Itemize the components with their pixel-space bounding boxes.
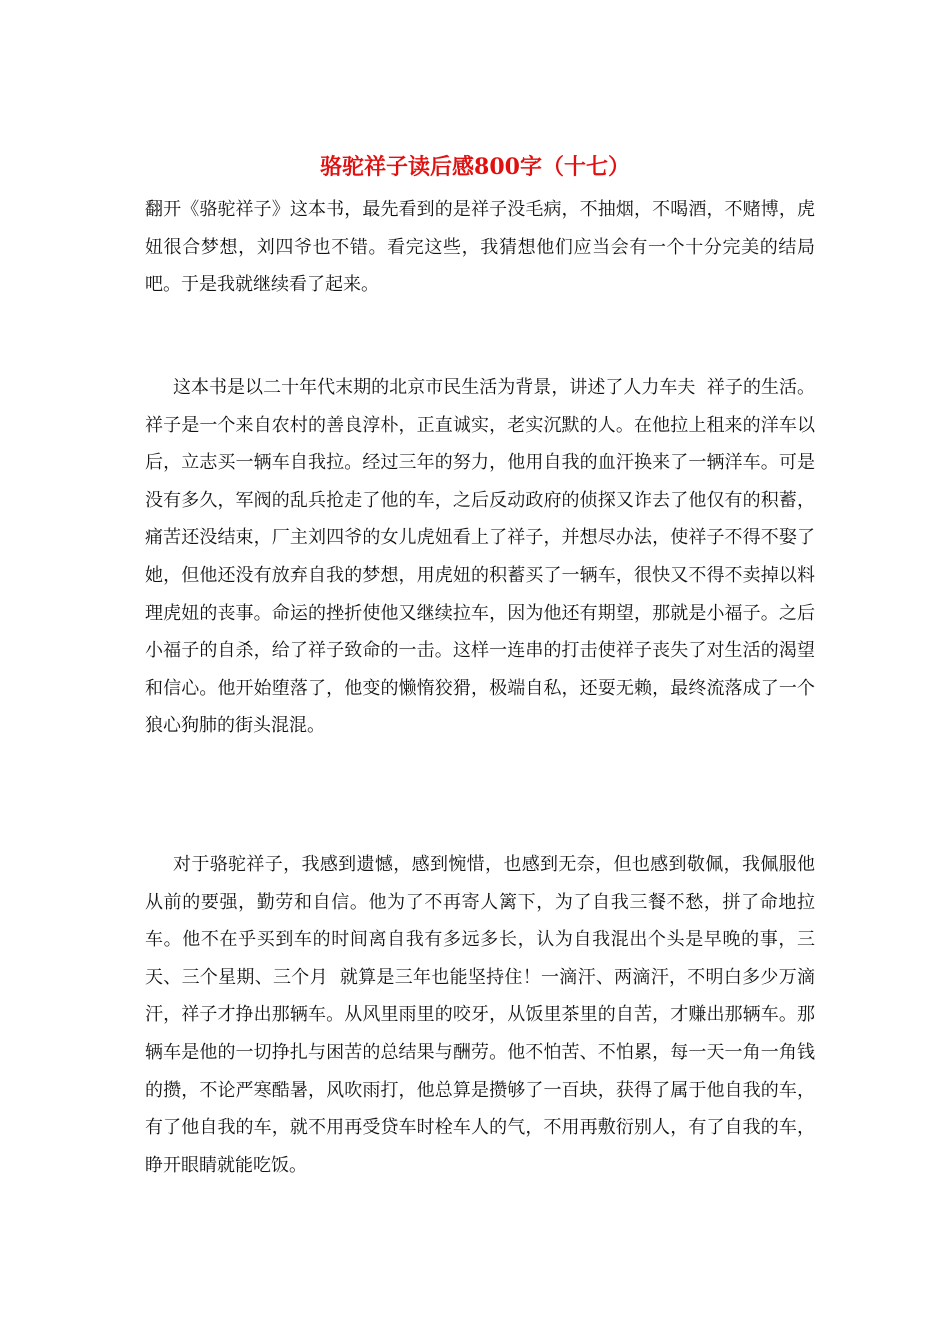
document-title: 骆驼祥子读后感800字（十七） xyxy=(320,154,630,180)
paragraph-1: 翻开《骆驼祥子》这本书，最先看到的是祥子没毛病，不抽烟，不喝酒，不赌博，虎妞很合梦想，刘四爷也不错。看完这些，我猜想他们应当会有一个十分完美的结局吧。于是我就继续看了起来。 xyxy=(145,199,815,296)
paragraph-2: 这本书是以二十年代末期的北京市民生活为背景，讲述了人力车夫 祥子的生活。祥子是一个来自农村的善良淳朴，正直诚实，老实沉默的人。在他拉上租来的洋车以后，立志买一辆车自我拉。经过三年的努力，他用自我的血汗换来了一辆洋车。可是没有多久，军阀的乱兵抢走了他的车，之后反动政府的侦探又诈去了他仅有的积蓄，痛苦还没结束，厂主刘四爷的女儿虎妞看上了祥子，并想尽办法，使祥子不得不娶了她，但他还没有放弃自我的梦想，用虎妞的积蓄买了一辆车，很快又不得不卖掉以料理虎妞的丧事。命运的挫折使他又继续拉车，因为他还有期望，那就是小福子。之后小福子的自杀，给了祥子致命的一击。这样一连串的打击使祥子丧失了对生活的渴望和信心。他开始堕落了，他变的懒惰狡猾，极端自私，还耍无赖，最终流落成了一个狼心狗肺的街头混混。 xyxy=(145,377,815,737)
paragraph-3: 对于骆驼祥子，我感到遗憾，感到惋惜，也感到无奈，但也感到敬佩，我佩服他从前的要强，勤劳和自信。他为了不再寄人篱下，为了自我三餐不愁，拼了命地拉车。他不在乎买到车的时间离自我有多远多长，认为自我混出个头是早晚的事，三天、三个星期、三个月 就算是三年也能坚持住！一滴汗、两滴汗，不明白多少万滴汗，祥子才挣出那辆车。从风里雨里的咬牙，从饭里茶里的自苦，才赚出那辆车。那辆车是他的一切挣扎与困苦的总结果与酬劳。他不怕苦、不怕累，每一天一角一角钱的攒，不论严寒酷暑，风吹雨打，他总算是攒够了一百块，获得了属于他自我的车，有了他自我的车，就不用再受贷车时栓车人的气，不用再敷衍别人，有了自我的车，睁开眼睛就能吃饭。 xyxy=(145,854,815,1176)
